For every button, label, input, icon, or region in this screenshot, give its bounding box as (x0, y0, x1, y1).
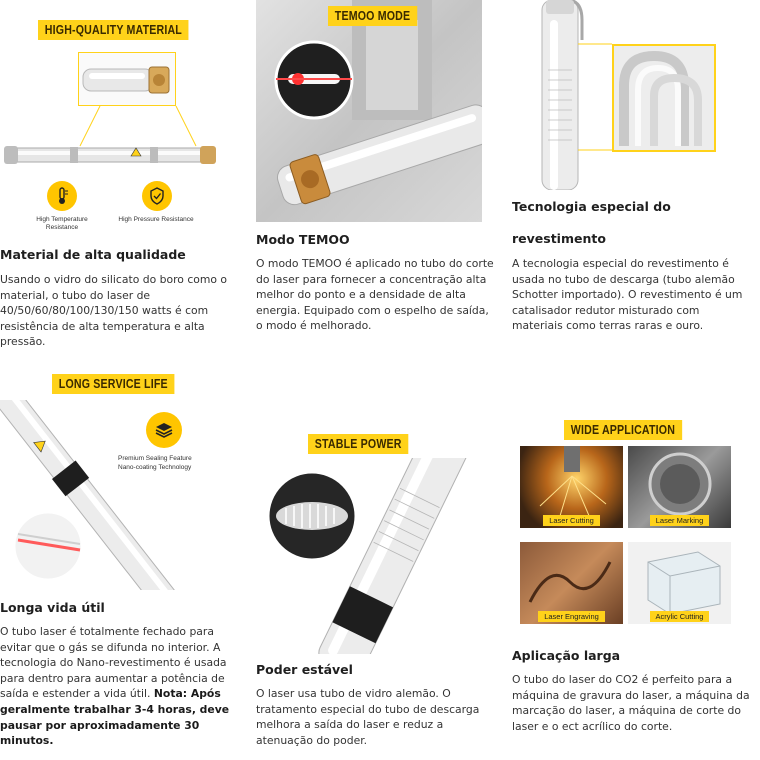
usage-note: Nota: Após geralmente trabalhar 3-4 horas, deve pausar por aproximadamente 30 minutos. (0, 687, 230, 748)
feature-description: A tecnologia especial do revestimento é usada no tubo de descarga (tubo alemão Schotter importado). O revestimento é um catalisador redutor misturado com materiais como terras raras e ouro. (512, 257, 743, 333)
feature-title: Longa vida útil (0, 600, 105, 615)
feature-title: Tecnologia especial do (512, 199, 671, 214)
feature-badge: TEMOO MODE (328, 6, 417, 26)
feature-description: O laser usa tubo de vidro alemão. O tratamento especial do tubo de descarga melhora a saída do laser e reduz a atenuação do poder. (256, 687, 480, 747)
feature-caption: High Temperature Resistance (36, 216, 88, 231)
thermometer-icon (47, 181, 77, 211)
feature-caption: Premium Sealing Feature (118, 455, 192, 462)
feature-card-service-life (0, 372, 246, 747)
feature-description (0, 624, 240, 749)
application-label: Laser Engraving (520, 612, 623, 621)
feature-description: O modo TEMOO é aplicado no tubo do corte do laser para fornecer a concentração alta melhor do ponto e a densidade de alta energia. Equipado com o espelho de saída, o modo é melhorado. (256, 257, 494, 333)
application-tile-acrylic-cutting (628, 542, 731, 624)
application-label: Laser Marking (628, 516, 731, 525)
feature-description: O tubo do laser do CO2 é perfeito para a máquina de gravura do laser, a máquina da marcação do laser, a máquina de corte do laser e o ect acrílico do corte. (512, 673, 750, 733)
feature-badge: STABLE POWER (308, 434, 408, 454)
tube-label: KH laser (311, 587, 336, 624)
feature-card-coating (512, 0, 758, 375)
feature-caption: High Pressure Resistance (118, 216, 194, 223)
application-tile-laser-cutting (520, 446, 623, 528)
feature-card-stable-power (256, 372, 502, 747)
feature-card-material (0, 0, 246, 375)
feature-title: Aplicação larga (512, 648, 621, 663)
long-life-image (0, 400, 226, 590)
feature-title-continued: revestimento (512, 231, 606, 246)
feature-title: Material de alta qualidade (0, 247, 186, 262)
feature-caption: Nano-coating Technology (118, 464, 192, 471)
feature-card-application (512, 372, 758, 747)
application-label: Acrylic Cutting (628, 612, 731, 621)
feature-title: Modo TEMOO (256, 232, 350, 247)
feature-title: Poder estável (256, 662, 353, 677)
application-tile-laser-marking (628, 446, 731, 528)
feature-badge: WIDE APPLICATION (564, 420, 682, 440)
coating-inset (612, 44, 716, 152)
shield-check-icon (142, 181, 172, 211)
laser-tube-image (0, 44, 225, 169)
stable-power-image (256, 458, 482, 654)
feature-card-temoo (256, 0, 502, 375)
feature-description: Usando o vidro do silicato do boro como o material, o tubo do laser de 40/50/60/80/100/130/150 watts é com resistência de alta temperatura e alta pressão. (0, 273, 228, 349)
application-tile-laser-engraving (520, 542, 623, 624)
feature-badge: LONG SERVICE LIFE (52, 374, 175, 394)
feature-description-text: O tubo laser é totalmente fechado para evitar que o gás se difunda no interior. A tecnologia do Nano-revestimento é usada para dentro para aumentar a potência de saída e estender a vida útil. (0, 625, 227, 701)
feature-badge: HIGH-QUALITY MATERIAL (38, 20, 189, 40)
temoo-mode-image (256, 0, 482, 222)
layers-icon (146, 412, 182, 448)
application-label: Laser Cutting (520, 516, 623, 525)
